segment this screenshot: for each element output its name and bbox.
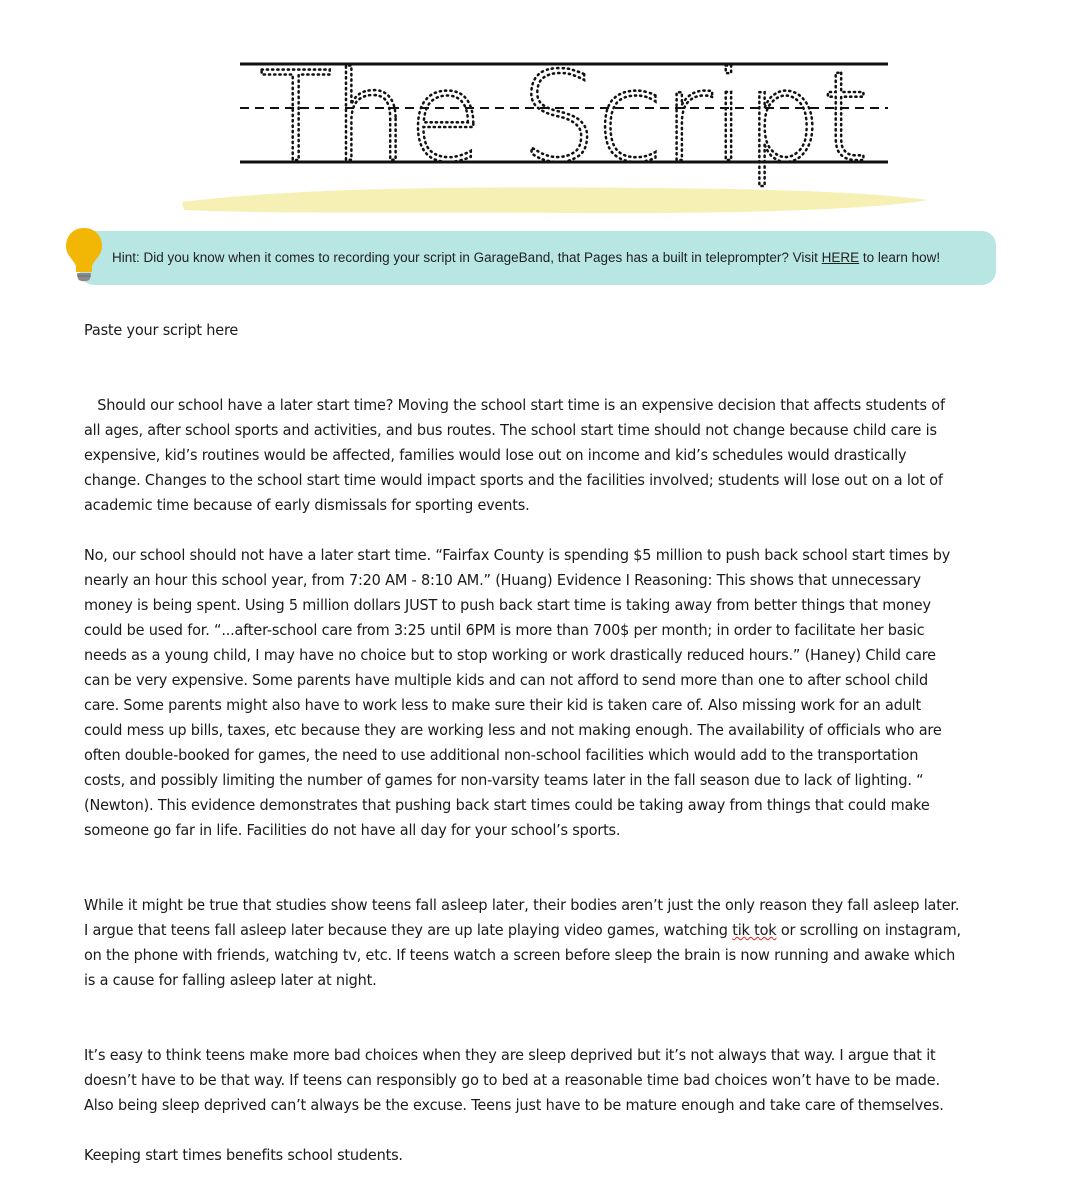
script-paragraph-2: No, our school should not have a later start time. “Fairfax County is spending $5 million to push back school start times by nearly an hour this school year, from 7:20 AM - 8:10 AM.” (Huang) Evidence I Reasoning: This shows that unnecessary money is being spent. Using 5 million dollars JUST to push back start time is taking away from better things that money could be used for. “...after-school care from 3:25 until 6PM is more than 700$ per month; in order to facilitate her basic needs as a young child, I may have no choice but to stop working or work drastically reduced hours.” (Haney) Child care can be very expensive. Some parents have multiple kids and can not afford to send more than one to after school child care. Some parents might also have to work less to make sure their kid is taken care of. Also missing work for an adult could mess up bills, taxes, etc because they are working less and not making enough. The availability of officials who are often double-booked for games, the need to use additional non-school facilities which would add to the transportation costs, and possibly limiting the number of games for non-varsity teams later in the fall season due to lack of lighting. “ (Newton). This evidence demonstrates that pushing back start times could be taking away from things that could make someone go far in life. Facilities do not have all day for your school’s sports. xyxy=(84,546,951,839)
hint-text xyxy=(112,231,940,285)
hint-text-before: Hint: Did you know when it comes to recording your script in GarageBand, that Pages has a built in teleprompter? Visit xyxy=(112,250,822,265)
page-title: The Script xyxy=(259,50,869,190)
lightbulb-icon xyxy=(64,226,104,284)
script-label: Paste your script here xyxy=(84,321,239,339)
title-banner xyxy=(170,50,940,220)
script-paragraph-4: It’s easy to think teens make more bad choices when they are sleep deprived but it’s not always that way. I argue that it doesn’t have to be that way. If teens can responsibly go to bed at a reasonable time bad choices won’t have to be made. Also being sleep deprived can’t always be the excuse. Teens just have to be mature enough and take care of themselves. xyxy=(84,1046,944,1114)
hint-link-here[interactable]: HERE xyxy=(821,250,860,265)
title-highlight xyxy=(182,187,928,213)
title-graphic xyxy=(170,50,940,220)
script-paragraph-3: While it might be true that studies show teens fall asleep later, their bodies aren’t just the only reason they fall asleep later. I argue that teens fall asleep later because they are up late playing video games, watching tik tok or scrolling on instagram, on the phone with friends, watching tv, etc. If teens watch a screen before sleep the brain is now running and awake which is a cause for falling asleep later at night. xyxy=(84,896,961,989)
script-paragraph-5: Keeping start times benefits school students. xyxy=(84,1146,403,1164)
hint-text-after: to learn how! xyxy=(859,250,941,265)
hint-box xyxy=(80,231,996,285)
spellcheck-flagged-word: tik tok xyxy=(732,921,777,939)
script-paragraph-1: Should our school have a later start time? Moving the school start time is an expensive decision that affects students of all ages, after school sports and activities, and bus routes. The school start time should not change because child care is expensive, kid’s routines would be affected, families would lose out on income and kid’s schedules would drastically change. Changes to the school start time would impact sports and the facilities involved; students will lose out on a lot of academic time because of early dismissals for sporting events. xyxy=(84,396,945,514)
script-body[interactable] xyxy=(84,318,962,1193)
